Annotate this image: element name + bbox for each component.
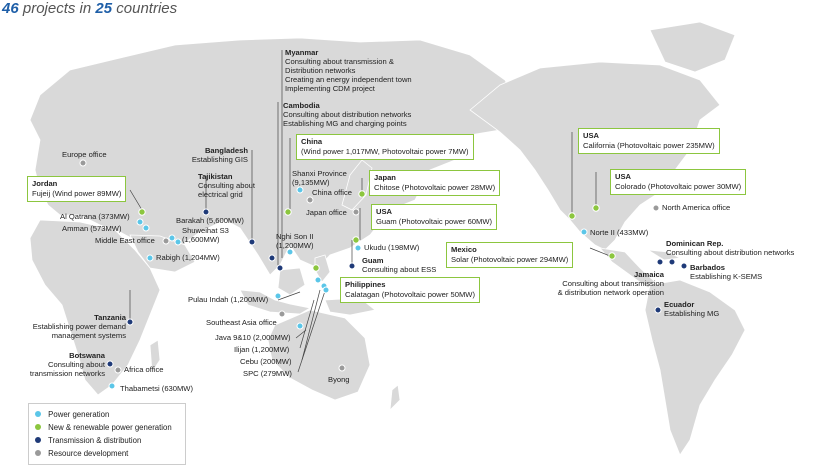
marker-tanzania [127, 319, 133, 325]
botswana-line: transmission networks [29, 369, 105, 378]
marker-java [297, 323, 303, 329]
legend [28, 403, 186, 465]
usa-colorado-line: Colorado (Photovoltaic power 30MW) [615, 182, 742, 191]
legend-item-power-generation [35, 408, 179, 421]
marker-china-office [307, 197, 313, 203]
label-byong [328, 375, 350, 384]
cambodia-title: Cambodia [283, 101, 320, 110]
marker-ukudu [355, 245, 361, 251]
label-myanmar [285, 48, 412, 93]
dominican-title: Dominican Rep. [666, 239, 724, 248]
label-ecuador [664, 300, 719, 318]
north-america-landmass [470, 62, 720, 250]
box-china [296, 134, 474, 160]
legend-item-resource [35, 447, 179, 460]
label-al-qatrana [60, 212, 130, 221]
marker-north-america [653, 205, 659, 211]
legend-label: New & renewable power generation [48, 423, 172, 432]
label-europe-office [62, 150, 107, 159]
marker-japan [359, 191, 365, 197]
ecuador-line: Establishing MG [664, 309, 720, 318]
marker-thabametsi [109, 383, 115, 389]
tajikistan-line: electrical grid [198, 190, 243, 199]
label-tajikistan [198, 172, 255, 199]
marker-barbados [681, 263, 687, 269]
shanxi-line: (9,135MW) [292, 178, 330, 187]
label-spc [243, 369, 292, 378]
jamaica-line: & distribution network operation [557, 288, 664, 297]
label-java [215, 333, 291, 342]
countries-count: 25 [95, 0, 113, 17]
sea-office-line: Southeast Asia office [206, 318, 277, 327]
nghi-son-line: (1,200MW) [276, 241, 314, 250]
legend-item-transmission [35, 434, 179, 447]
greenland-landmass [650, 22, 735, 72]
mexico-line: Solar (Photovoltaic power 294MW) [451, 255, 569, 264]
label-shuweihat [182, 226, 229, 244]
label-sea-office [206, 318, 277, 327]
rabigh-line: Rabigh (1,204MW) [156, 253, 220, 262]
marker-shanxi [297, 187, 303, 193]
label-shanxi [292, 169, 347, 187]
japan-line: Chitose (Photovoltaic power 28MW) [374, 183, 496, 192]
label-tanzania [33, 313, 126, 340]
marker-sea-office [279, 311, 285, 317]
jordan-title: Jordan [32, 179, 58, 188]
barbados-line: Establishing K-SEMS [690, 272, 763, 281]
label-north-america-office [662, 203, 730, 212]
marker-colorado [593, 205, 599, 211]
projects-count: 46 [2, 0, 19, 17]
byong-line: Byong [328, 375, 350, 384]
legend-label: Transmission & distribution [48, 436, 142, 445]
label-ukudu [364, 243, 419, 252]
marker-guam [353, 237, 359, 243]
africa-office-line: Africa office [124, 365, 164, 374]
tanzania-line: management systems [51, 331, 126, 340]
cebu-line: Cebu (200MW) [240, 357, 292, 366]
new-zealand-landmass [390, 385, 400, 410]
cambodia-line: Establishing MG and charging points [283, 119, 407, 128]
marker-california [569, 213, 575, 219]
marker-europe [80, 160, 86, 166]
marker-al-qatrana [137, 219, 143, 225]
marker-jordan [139, 209, 145, 215]
ecuador-title: Ecuador [664, 300, 695, 309]
marker-africa-office [115, 367, 121, 373]
label-botswana [30, 351, 105, 378]
marker-spc [323, 287, 329, 293]
barbados-title: Barbados [690, 263, 726, 272]
al-qatrana-line: Al Qatrana (373MW) [60, 212, 130, 221]
usa-guam-line: Guam (Photovoltaic power 60MW) [376, 217, 493, 226]
pulau-indah-line: Pulau Indah (1,200MW) [188, 295, 269, 304]
box-mexico [446, 242, 573, 268]
label-norte [590, 228, 648, 237]
countries-word: countries [116, 0, 178, 17]
guam-ess-title: Guam [362, 256, 384, 265]
china-title: China [301, 137, 323, 146]
tajikistan-title: Tajikistan [198, 172, 233, 181]
philippines-title: Philippines [345, 280, 386, 289]
marker-pulau-indah [275, 293, 281, 299]
borneo-landmass [278, 268, 305, 295]
marker-ecuador [655, 307, 661, 313]
label-thabametsi [120, 384, 193, 393]
shuweihat-line: Shuweihat S3 [182, 226, 229, 235]
bangladesh-title: Bangladesh [204, 146, 248, 155]
tajikistan-line: Consulting about [198, 181, 255, 190]
label-cebu [240, 357, 291, 366]
usa-colorado-title: USA [615, 172, 632, 181]
china-office-line: China office [312, 188, 352, 197]
marker-cambodia [277, 265, 283, 271]
label-rabigh [156, 253, 220, 262]
label-nghi-son [276, 232, 314, 250]
jordan-line: Fujeij (Wind power 89MW) [32, 189, 122, 198]
shanxi-line: Shanxi Province [292, 169, 347, 178]
guam-ess-line: Consulting about ESS [362, 265, 437, 274]
projects-word: projects in [22, 0, 92, 17]
label-barakah [176, 216, 244, 225]
label-jamaica [558, 270, 664, 297]
marker-japan-office [353, 209, 359, 215]
bangladesh-line: Establishing GIS [191, 155, 248, 164]
marker-guam-ess [349, 263, 355, 269]
norte-line: Norte II (433MW) [590, 228, 649, 237]
label-ilijan [234, 345, 289, 354]
myanmar-line: Creating an energy independent town [285, 75, 412, 84]
legend-label: Power generation [48, 410, 110, 419]
label-barbados [690, 263, 762, 281]
marker-middle-east [163, 238, 169, 244]
box-usa-colorado [610, 169, 746, 195]
label-china-office [312, 188, 352, 197]
marker-myanmar [269, 255, 275, 261]
ukudu-line: Ukudu (198MW) [364, 243, 420, 252]
ilijan-line: Ilijan (1,200MW) [234, 345, 290, 354]
usa-guam-title: USA [376, 207, 393, 216]
label-guam-ess [362, 256, 436, 274]
renewable-dot-icon [35, 424, 41, 430]
label-middle-east-office [95, 236, 155, 245]
marker-ilijan [315, 277, 321, 283]
marker-byong [339, 365, 345, 371]
power-generation-dot-icon [35, 411, 41, 417]
legend-item-new-renewable [35, 421, 179, 434]
marker-mexico [609, 253, 615, 259]
marker-dominican [669, 259, 675, 265]
label-africa-office [124, 365, 164, 374]
label-japan-office [306, 208, 347, 217]
java-line: Java 9&10 (2,000MW) [215, 333, 291, 342]
japan-office-line: Japan office [306, 208, 347, 217]
barakah-line: Barakah (5,600MW) [176, 216, 244, 225]
label-dominican [666, 239, 794, 257]
mexico-title: Mexico [451, 245, 477, 254]
amman-line: Amman (573MW) [62, 224, 122, 233]
china-line: (Wind power 1,017MW, Photovoltaic power 7MW) [301, 147, 469, 156]
spc-line: SPC (279MW) [243, 369, 292, 378]
myanmar-line: Implementing CDM project [285, 84, 375, 93]
marker-bangladesh [249, 239, 255, 245]
box-jordan [27, 176, 126, 202]
marker-shuweihat [175, 239, 181, 245]
dominican-line: Consulting about distribution networks [666, 248, 795, 257]
shuweihat-line: (1,600MW) [182, 235, 220, 244]
label-cambodia [283, 101, 411, 128]
nghi-son-line: Nghi Son II [276, 232, 314, 241]
box-usa-california [578, 128, 720, 154]
tanzania-title: Tanzania [94, 313, 126, 322]
jamaica-line: Consulting about transmission [562, 279, 664, 288]
marker-rabigh [147, 255, 153, 261]
myanmar-title: Myanmar [285, 48, 319, 57]
botswana-title: Botswana [69, 351, 105, 360]
transmission-dot-icon [35, 437, 41, 443]
marker-amman [143, 225, 149, 231]
resource-dot-icon [35, 450, 41, 456]
cambodia-line: Consulting about distribution networks [283, 110, 412, 119]
marker-botswana [107, 361, 113, 367]
marker-norte [581, 229, 587, 235]
marker-barakah [169, 235, 175, 241]
box-philippines [340, 277, 480, 303]
europe-office-line: Europe office [62, 150, 107, 159]
marker-tajikistan [203, 209, 209, 215]
usa-california-line: California (Photovoltaic power 235MW) [583, 141, 715, 150]
marker-china [285, 209, 291, 215]
myanmar-line: Distribution networks [285, 66, 356, 75]
jamaica-title: Jamaica [634, 270, 664, 279]
label-bangladesh [192, 146, 248, 164]
label-amman [62, 224, 122, 233]
legend-label: Resource development [48, 449, 129, 458]
box-usa-guam [371, 204, 497, 230]
marker-philippines [313, 265, 319, 271]
box-japan [369, 170, 500, 196]
australia-landmass [268, 310, 370, 400]
botswana-line: Consulting about [48, 360, 105, 369]
middle-east-office-line: Middle East office [95, 236, 155, 245]
usa-california-title: USA [583, 131, 600, 140]
myanmar-line: Consulting about transmission & [285, 57, 394, 66]
north-america-office-line: North America office [662, 203, 731, 212]
marker-jamaica [657, 259, 663, 265]
label-pulau-indah [188, 295, 268, 304]
japan-title: Japan [374, 173, 396, 182]
thabametsi-line: Thabametsi (630MW) [120, 384, 194, 393]
philippines-line: Calatagan (Photovoltaic power 50MW) [345, 290, 475, 299]
tanzania-line: Establishing power demand [32, 322, 126, 331]
